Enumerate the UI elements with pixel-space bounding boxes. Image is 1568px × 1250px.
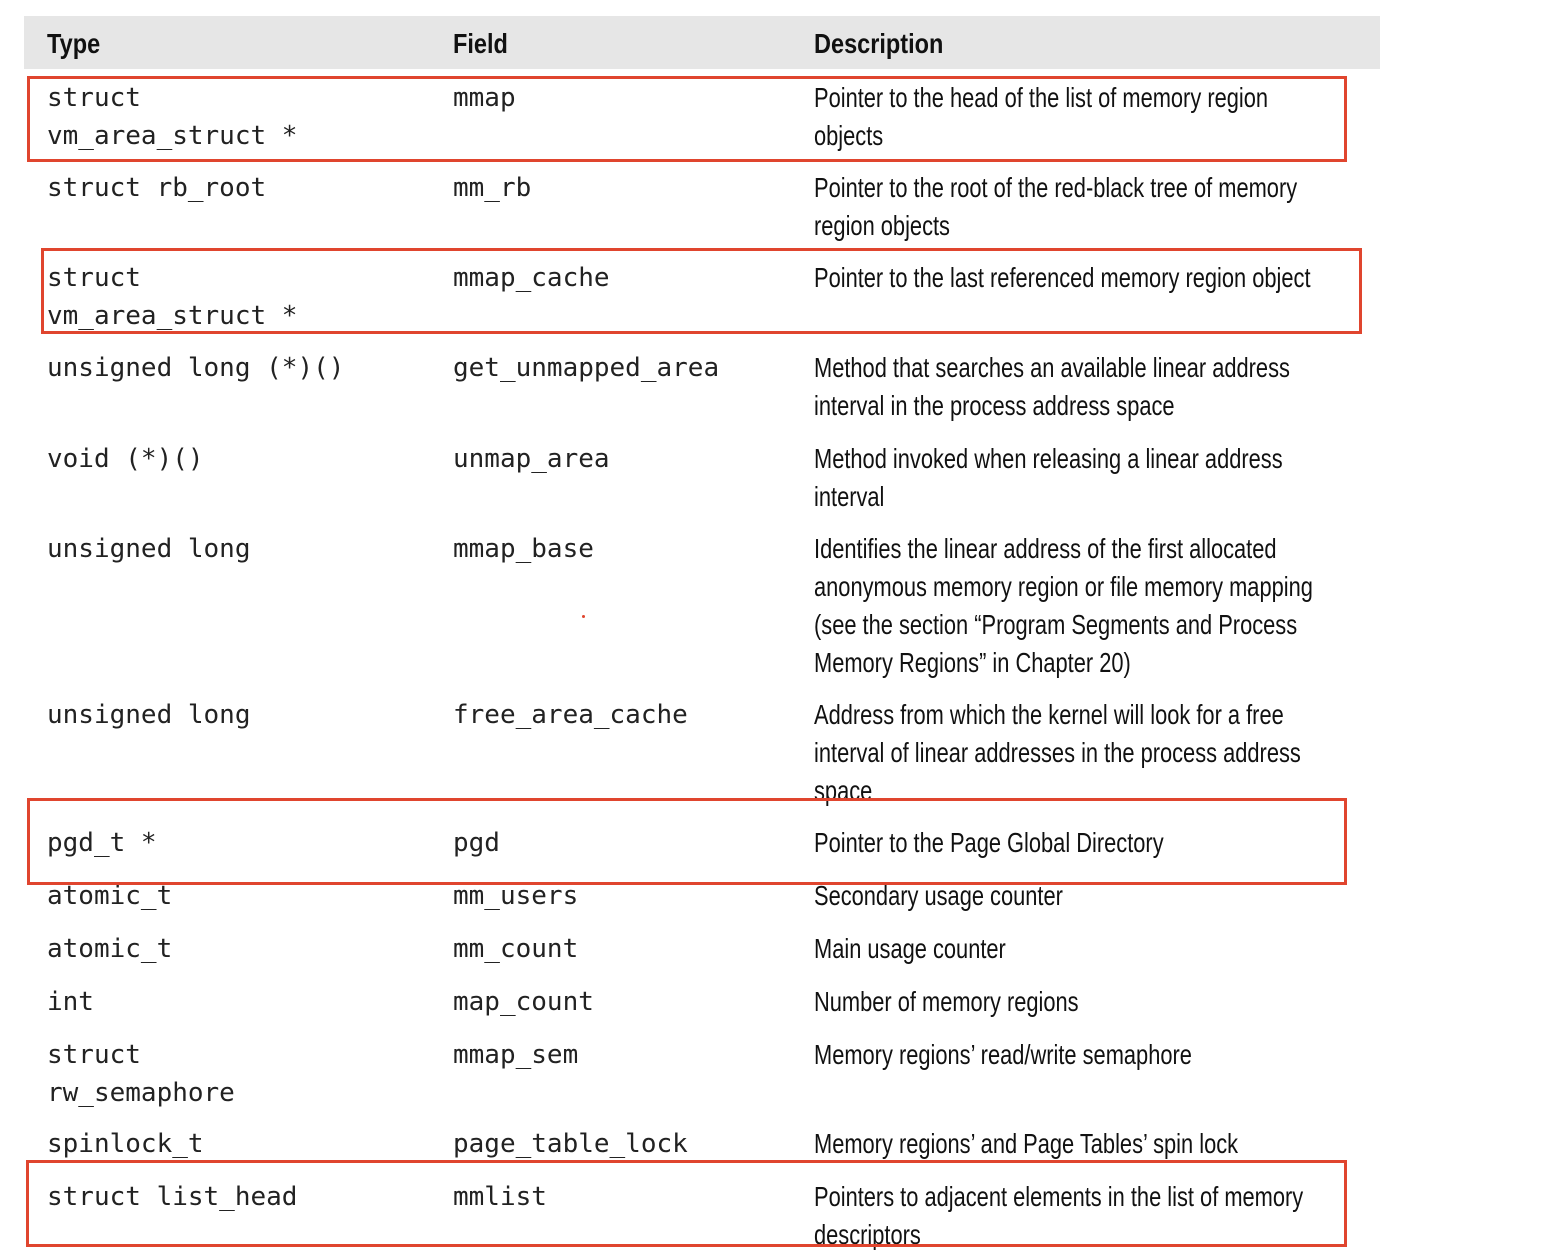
header-type: Type [47, 28, 101, 59]
type-cell: struct [47, 263, 141, 293]
field-cell: mm_users [453, 881, 579, 911]
field-cell: mm_count [453, 934, 579, 964]
field-cell: mmap_base [453, 534, 594, 564]
field-cell: pgd [453, 828, 500, 858]
type-cell: struct [47, 1040, 141, 1070]
type-cell: unsigned long (*)() [47, 353, 345, 383]
header-field: Field [453, 28, 508, 59]
type-cell: atomic_t [47, 934, 173, 964]
header-description: Description [814, 28, 944, 59]
type-cell: vm_area_struct * [47, 121, 298, 151]
type-cell: vm_area_struct * [47, 301, 298, 331]
description-cell: Pointer to the Page Global Directory [814, 827, 1164, 858]
description-cell: interval of linear addresses in the process address [814, 737, 1301, 768]
field-cell: mmap_cache [453, 263, 610, 293]
description-cell: Identifies the linear address of the first allocated [814, 533, 1277, 564]
description-cell: Memory regions’ read/write semaphore [814, 1039, 1192, 1070]
description-cell: interval [814, 481, 885, 512]
field-cell: page_table_lock [453, 1129, 688, 1159]
description-cell: Address from which the kernel will look for a free [814, 699, 1284, 730]
type-cell: rw_semaphore [47, 1078, 235, 1108]
description-cell: Method invoked when releasing a linear address [814, 443, 1283, 474]
field-cell: mmap [453, 83, 516, 113]
description-cell: (see the section “Program Segments and Process [814, 609, 1298, 640]
description-cell: Method that searches an available linear address [814, 352, 1290, 383]
type-cell: struct list_head [47, 1182, 298, 1212]
type-cell: struct [47, 83, 141, 113]
field-cell: get_unmapped_area [453, 353, 720, 383]
description-cell: Pointers to adjacent elements in the list of memory [814, 1181, 1304, 1212]
description-cell: anonymous memory region or file memory mapping [814, 571, 1313, 602]
description-cell: region objects [814, 210, 950, 241]
field-cell: mm_rb [453, 173, 532, 203]
description-cell: interval in the process address space [814, 390, 1175, 421]
field-cell: mmlist [453, 1182, 547, 1212]
description-cell: Number of memory regions [814, 986, 1079, 1017]
description-cell: descriptors [814, 1219, 921, 1250]
type-cell: int [47, 987, 94, 1017]
description-cell: Pointer to the root of the red-black tree of memory [814, 172, 1298, 203]
description-cell: Secondary usage counter [814, 880, 1063, 911]
description-cell: Memory Regions” in Chapter 20) [814, 647, 1131, 678]
type-cell: struct rb_root [47, 173, 267, 203]
description-cell: Memory regions’ and Page Tables’ spin lock [814, 1128, 1239, 1159]
field-cell: unmap_area [453, 444, 610, 474]
field-cell: mmap_sem [453, 1040, 579, 1070]
description-cell: Main usage counter [814, 933, 1006, 964]
description-cell: Pointer to the head of the list of memory region [814, 82, 1269, 113]
description-cell: objects [814, 120, 884, 151]
field-cell: free_area_cache [453, 700, 688, 730]
table-header-bar [24, 16, 1380, 69]
type-cell: spinlock_t [47, 1129, 204, 1159]
description-cell: Pointer to the last referenced memory region object [814, 262, 1311, 293]
description-cell: space [814, 775, 873, 806]
type-cell: pgd_t * [47, 828, 157, 858]
type-cell: void (*)() [47, 444, 204, 474]
type-cell: unsigned long [47, 700, 251, 730]
stray-red-dot [582, 615, 585, 618]
type-cell: unsigned long [47, 534, 251, 564]
field-cell: map_count [453, 987, 594, 1017]
type-cell: atomic_t [47, 881, 173, 911]
